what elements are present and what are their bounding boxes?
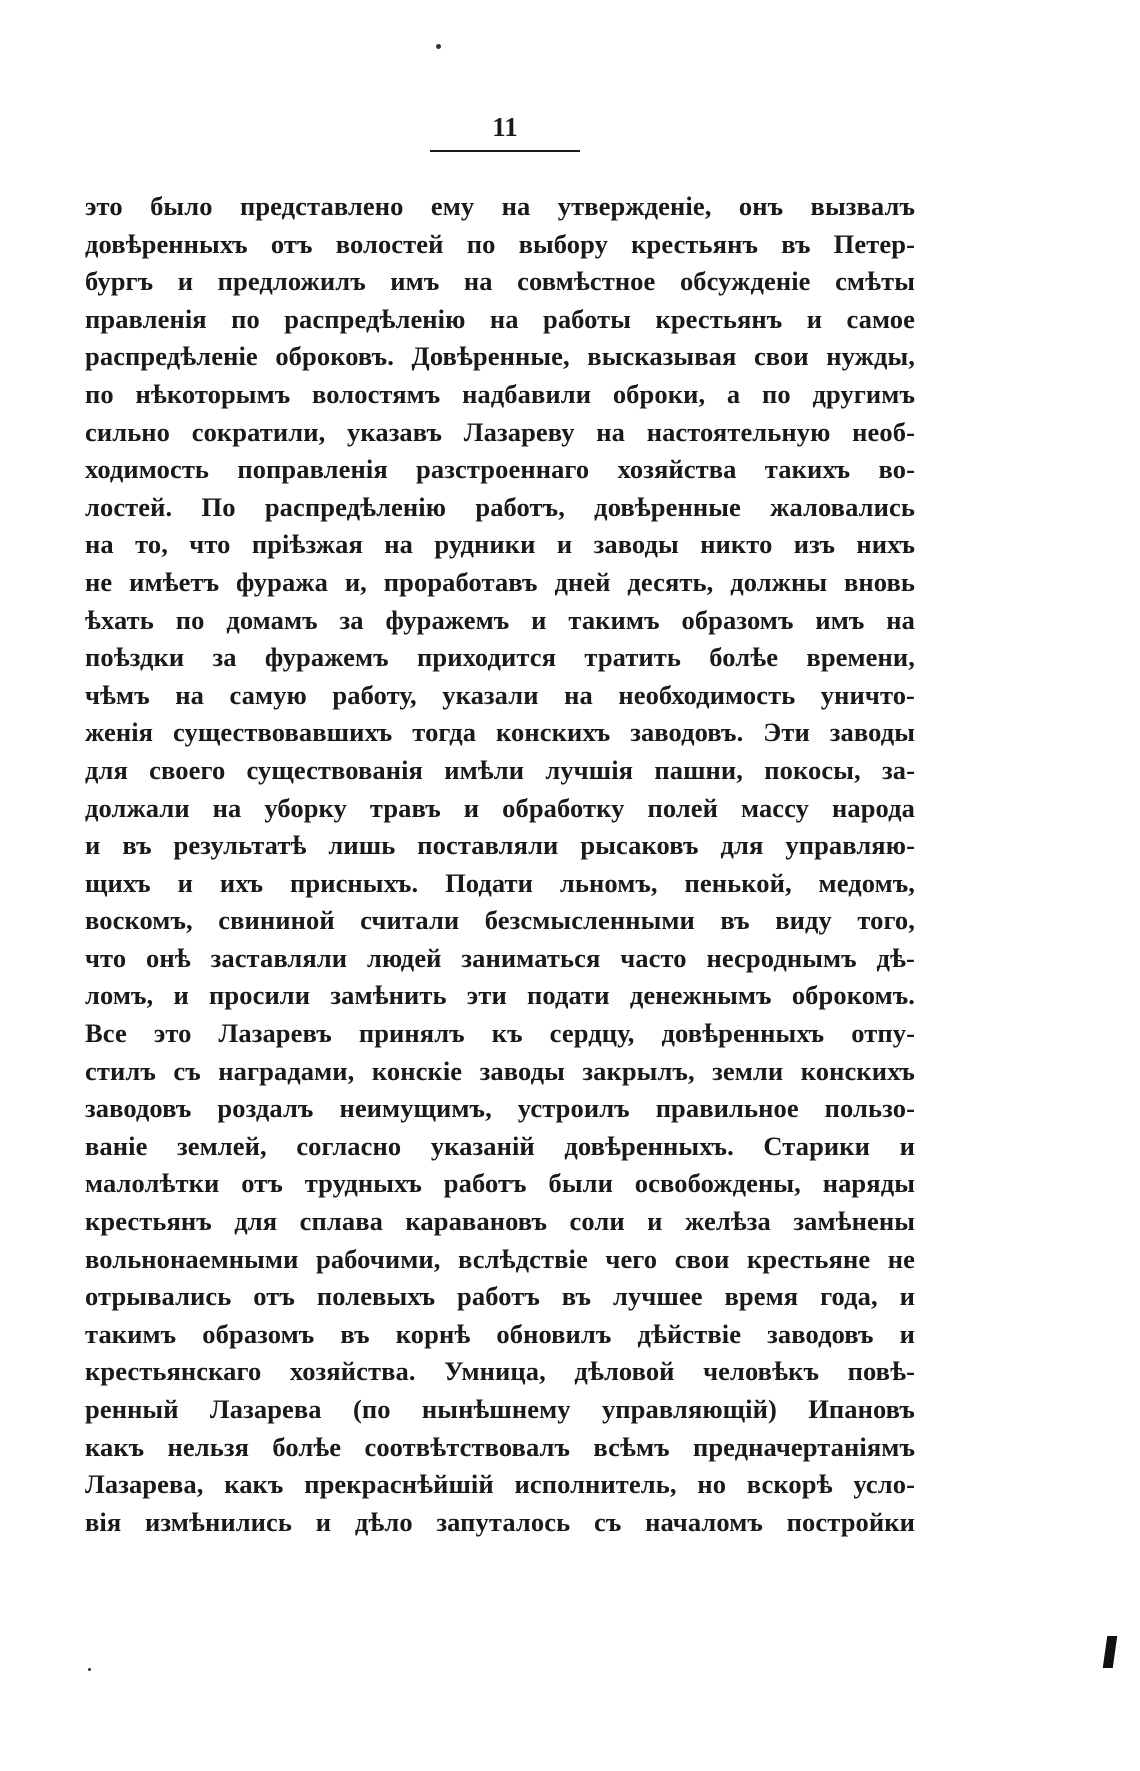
- text-line: Лазарева, какъ прекраснѣйшій исполнитель, но вскорѣ усло-: [85, 1469, 915, 1500]
- text-line: вольнонаемными рабочими, вслѣдствіе чего свои крестьяне не: [85, 1243, 915, 1274]
- text-line: стилъ съ наградами, конскіе заводы закрылъ, земли конскихъ: [85, 1055, 915, 1086]
- text-line: вія измѣнились и дѣло запуталось съ началомъ постройки: [85, 1506, 915, 1537]
- text-line: сильно сократили, указавъ Лазареву на настоятельную необ-: [85, 416, 915, 447]
- text-line: правленія по распредѣленію на работы крестьянъ и самое: [85, 303, 915, 334]
- body-text: [85, 188, 915, 1541]
- scan-speck: [436, 44, 441, 49]
- text-line: крестьянскаго хозяйства. Умница, дѣловой человѣкъ повѣ-: [85, 1356, 915, 1387]
- scan-speck: [88, 1668, 91, 1671]
- text-line: на то, что пріѣзжая на рудники и заводы никто изъ нихъ: [85, 529, 915, 560]
- text-line: какъ нельзя болѣе соотвѣтствовалъ всѣмъ предначертаніямъ: [85, 1431, 915, 1462]
- text-line: по нѣкоторымъ волостямъ надбавили оброки, а по другимъ: [85, 378, 915, 409]
- text-line: ѣхать по домамъ за фуражемъ и такимъ образомъ имъ на: [85, 604, 915, 635]
- text-line: распредѣленіе оброковъ. Довѣренные, высказывая свои нужды,: [85, 341, 915, 372]
- text-line: воскомъ, свининой считали безсмысленными въ виду того,: [85, 905, 915, 936]
- text-line: не имѣетъ фуража и, проработавъ дней десять, должны вновь: [85, 566, 915, 597]
- text-line: отрывались отъ полевыхъ работъ въ лучшее время года, и: [85, 1281, 915, 1312]
- text-line: лостей. По распредѣленію работъ, довѣренные жаловались: [85, 491, 915, 522]
- text-line: ренный Лазарева (по нынѣшнему управляющій) Ипановъ: [85, 1394, 915, 1424]
- text-line: чѣмъ на самую работу, указали на необходимость уничто-: [85, 679, 915, 710]
- text-line: должали на уборку травъ и обработку полей массу народа: [85, 792, 915, 823]
- text-line: довѣренныхъ отъ волостей по выбору крестьянъ въ Петер-: [85, 228, 915, 259]
- text-line: заводовъ роздалъ неимущимъ, устроилъ правильное пользо-: [85, 1093, 915, 1124]
- text-line: щихъ и ихъ присныхъ. Подати льномъ, пенькой, медомъ,: [85, 867, 915, 898]
- text-line: ходимость поправленія разстроеннаго хозяйства такихъ во-: [85, 454, 915, 485]
- text-line: женія существовавшихъ тогда конскихъ заводовъ. Эти заводы: [85, 717, 915, 748]
- text-line: малолѣтки отъ трудныхъ работъ были освобождены, наряды: [85, 1168, 915, 1199]
- text-line: ломъ, и просили замѣнить эти подати денежнымъ оброкомъ.: [85, 980, 915, 1011]
- text-line: это было представлено ему на утвержденіе, онъ вызвалъ: [85, 191, 915, 221]
- text-line: бургъ и предложилъ имъ на совмѣстное обсужденіе смѣты: [85, 266, 915, 297]
- text-line: и въ результатѣ лишь поставляли рысаковъ для управляю-: [85, 830, 915, 861]
- text-line: ваніе землей, согласно указаній довѣренныхъ. Старики и: [85, 1130, 915, 1161]
- text-line: поѣздки за фуражемъ приходится тратить болѣе времени,: [85, 642, 915, 673]
- text-line: такимъ образомъ въ корнѣ обновилъ дѣйствіе заводовъ и: [85, 1318, 915, 1349]
- scan-mark: [1103, 1636, 1117, 1668]
- text-line: крестьянъ для сплава каравановъ соли и желѣза замѣнены: [85, 1206, 915, 1237]
- text-line: что онѣ заставляли людей заниматься часто несроднымъ дѣ-: [85, 942, 915, 973]
- page-number-rule: [430, 150, 580, 152]
- text-line: для своего существованія имѣли лучшія пашни, покосы, за-: [85, 754, 915, 785]
- page-number: 11: [492, 112, 518, 142]
- text-line: Все это Лазаревъ принялъ къ сердцу, довѣренныхъ отпу-: [85, 1018, 915, 1049]
